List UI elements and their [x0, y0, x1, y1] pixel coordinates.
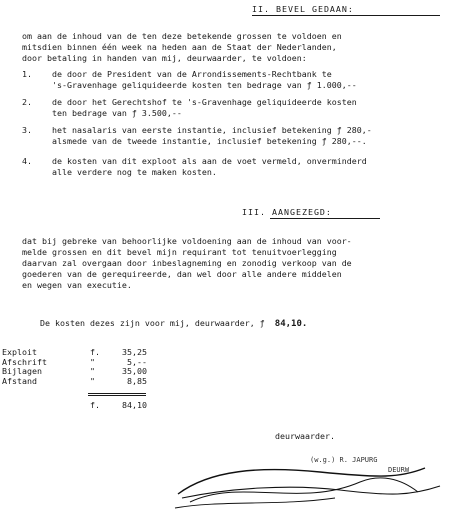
costs-table: [2, 348, 147, 386]
stamp-line-1: (w.g.) R. JAPURG: [310, 456, 378, 464]
aangezegd-line-1: dat bij gebreke van behoorlijke voldoening aan de inhoud van voor-: [22, 236, 352, 246]
intro-line-1: om aan de inhoud van de ten deze betekende grossen te voldoen en: [22, 31, 342, 41]
costs-sum: [2, 401, 147, 411]
costs-sentence: [40, 318, 307, 330]
item-text: de kosten van dit exploot als aan de voet vermeld, onverminderd: [52, 156, 367, 166]
item-number: 1.: [22, 69, 32, 79]
cost-currency: f.: [90, 347, 100, 357]
list-item: [22, 156, 367, 167]
item-text: de door de President van de Arrondissements-Rechtbank te: [52, 69, 332, 79]
intro-line-3: door betaling in handen van mij, deurwaarder, te voldoen:: [22, 53, 307, 63]
aangezegd-line-5: en wegen van executie.: [22, 280, 132, 290]
cost-amount: 5,--: [127, 356, 147, 367]
item-text: alle verdere nog te maken kosten.: [52, 167, 217, 177]
cost-amount: 8,85: [127, 375, 147, 386]
aangezegd-line-2: melde grossen en dit bevel mijn requirant tot tenuitvoerlegging: [22, 247, 337, 257]
sum-divider: [88, 395, 146, 396]
closing-deurwaarder: deurwaarder.: [275, 431, 335, 441]
cost-label: Afschrift: [2, 356, 47, 367]
heading-underline: [252, 15, 440, 16]
cost-currency: ": [90, 375, 95, 386]
item-number: 4.: [22, 156, 32, 166]
table-row: [2, 401, 147, 411]
cost-sum-amount: 84,10: [122, 400, 147, 410]
list-item: [22, 125, 372, 136]
costs-total: 84,10.: [274, 319, 308, 329]
cost-amount: 35,25: [122, 347, 147, 357]
aangezegd-line-4: goederen van de gerequireerde, dan wel door alle andere middelen: [22, 269, 342, 279]
cost-label: Bijlagen: [2, 366, 42, 376]
item-text: de door het Gerechtshof te 's-Gravenhage geliquideerde kosten: [52, 97, 357, 107]
cost-currency: ": [90, 356, 95, 367]
aangezegd-line-3: daarvan zal overgaan door inbeslagneming en zonodig verkoop van de: [22, 258, 352, 268]
list-item: [22, 69, 332, 80]
cost-currency: ": [90, 366, 95, 376]
cost-label: Afstand: [2, 375, 37, 386]
heading-aangezegd: III. AANGEZEGD:: [242, 207, 332, 217]
item-text: alsmede van de tweede instantie, inclusief betekening ƒ 280,--.: [52, 136, 367, 146]
item-text: ten bedrage van ƒ 3.500,--: [52, 108, 182, 118]
list-item: [22, 97, 357, 108]
cost-amount: 35,00: [122, 366, 147, 376]
item-text: het nasalaris van eerste instantie, inclusief betekening ƒ 280,-: [52, 125, 372, 135]
item-text: 's-Gravenhage geliquideerde kosten ten bedrage van ƒ 1.000,--: [52, 80, 357, 90]
intro-line-2: mitsdien binnen één week na heden aan de Staat der Nederlanden,: [22, 42, 337, 52]
item-number: 3.: [22, 125, 32, 135]
costs-sentence-text: De kosten dezes zijn voor mij, deurwaarder, ƒ: [40, 318, 265, 328]
table-row: [2, 377, 147, 387]
signature-area: [170, 448, 450, 516]
heading-underline: [270, 218, 380, 219]
stamp-line-2: DEURW: [388, 466, 410, 474]
item-number: 2.: [22, 97, 32, 107]
cost-label: Exploit: [2, 347, 37, 357]
cost-currency: f.: [90, 400, 100, 410]
heading-bevel-gedaan: II. BEVEL GEDAAN:: [252, 4, 354, 14]
sum-divider: [88, 393, 146, 394]
